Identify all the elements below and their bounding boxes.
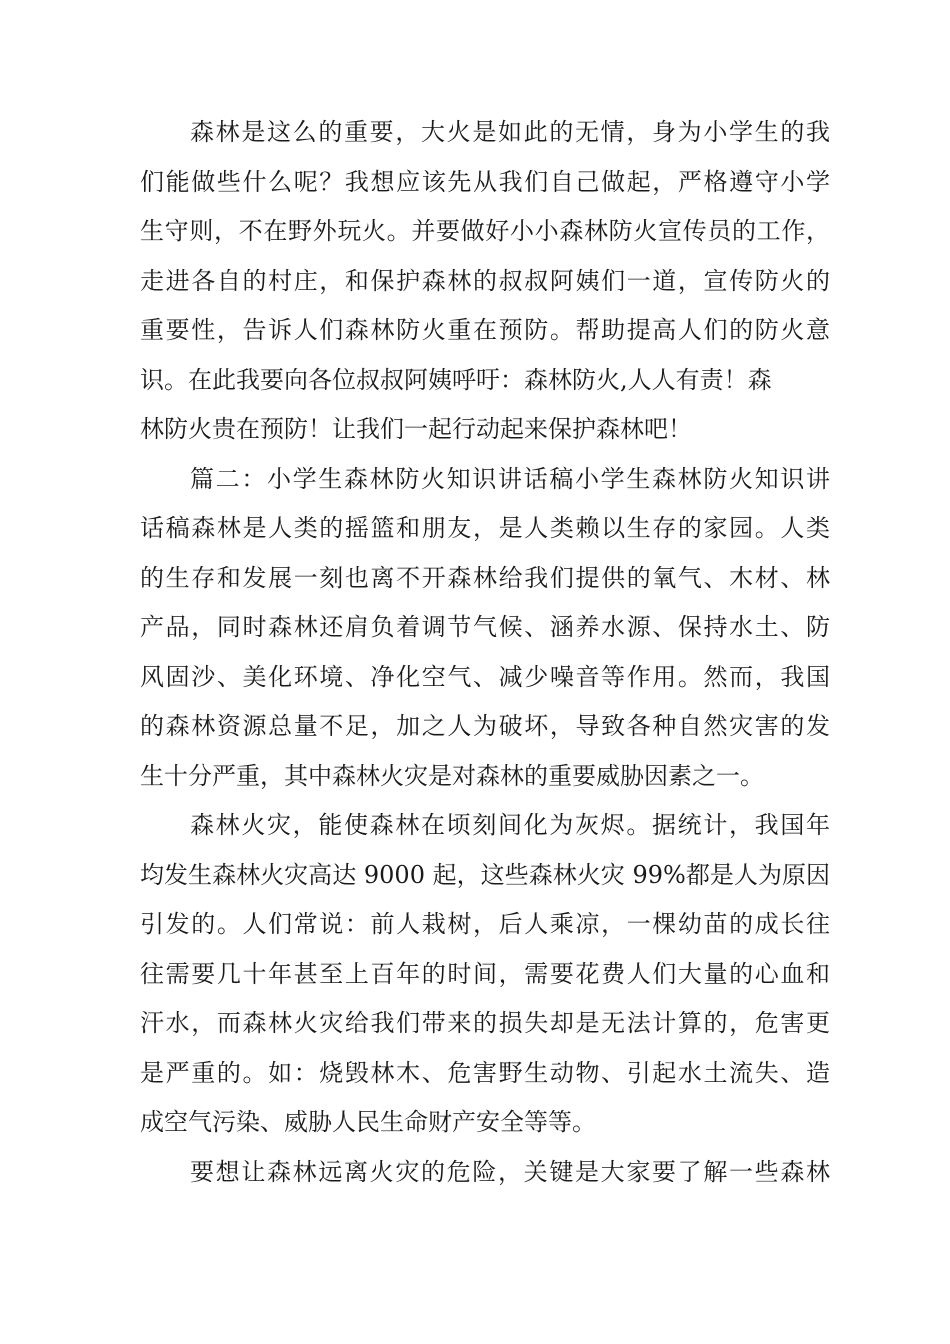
text-line: 识。在此我要向各位叔叔阿姨呼吁：森林防火,人人有责！森	[140, 365, 772, 394]
text-line: 的生存和发展一刻也离不开森林给我们提供的氧气、木材、林	[140, 563, 830, 592]
text-line: 的森林资源总量不足，加之人为破坏，导致各种自然灾害的发	[140, 712, 830, 740]
text-line: 重要性，告诉人们森林防火重在预防。帮助提高人们的防火意	[140, 316, 830, 344]
text-line: 森林火灾，能使森林在顷刻间化为灰烬。据统计，我国年	[190, 811, 830, 839]
document-body	[140, 108, 830, 1197]
text-line: 要想让森林远离火灾的危险，关键是大家要了解一些森林	[190, 1157, 830, 1186]
text-line: 森林是这么的重要，大火是如此的无情，身为小学生的我	[190, 118, 830, 146]
text-line: 成空气污染、威胁人民生命财产安全等等。	[140, 1108, 596, 1136]
text-line: 引发的。人们常说：前人栽树，后人乘凉，一棵幼苗的成长往	[140, 910, 830, 938]
text-line: 生守则，不在野外玩火。并要做好小小森林防火宣传员的工作，	[140, 217, 830, 245]
text-line: 走进各自的村庄，和保护森林的叔叔阿姨们一道，宣传防火的	[140, 266, 830, 295]
text-line: 林防火贵在预防！让我们一起行动起来保护森林吧！	[140, 415, 692, 443]
text-line: 们能做些什么呢？我想应该先从我们自己做起，严格遵守小学	[140, 167, 830, 196]
text-line: 风固沙、美化环境、净化空气、减少噪音等作用。然而，我国	[140, 662, 830, 691]
text-line: 往需要几十年甚至上百年的时间，需要花费人们大量的心血和	[140, 959, 830, 988]
text-line: 是严重的。如：烧毁林木、危害野生动物、引起水土流失、造	[140, 1058, 830, 1087]
text-line: 生十分严重，其中森林火灾是对森林的重要威胁因素之一。	[140, 761, 764, 790]
text-line: 篇二：小学生森林防火知识讲话稿小学生森林防火知识讲	[190, 464, 830, 493]
text-line: 话稿森林是人类的摇篮和朋友，是人类赖以生存的家园。人类	[140, 514, 830, 542]
text-line: 产品，同时森林还肩负着调节气候、涵养水源、保持水土、防	[140, 613, 830, 641]
text-line: 汗水，而森林火灾给我们带来的损失却是无法计算的，危害更	[140, 1009, 830, 1037]
text-line: 均发生森林火灾高达 9000 起，这些森林火灾 99%都是人为原因	[140, 860, 830, 889]
